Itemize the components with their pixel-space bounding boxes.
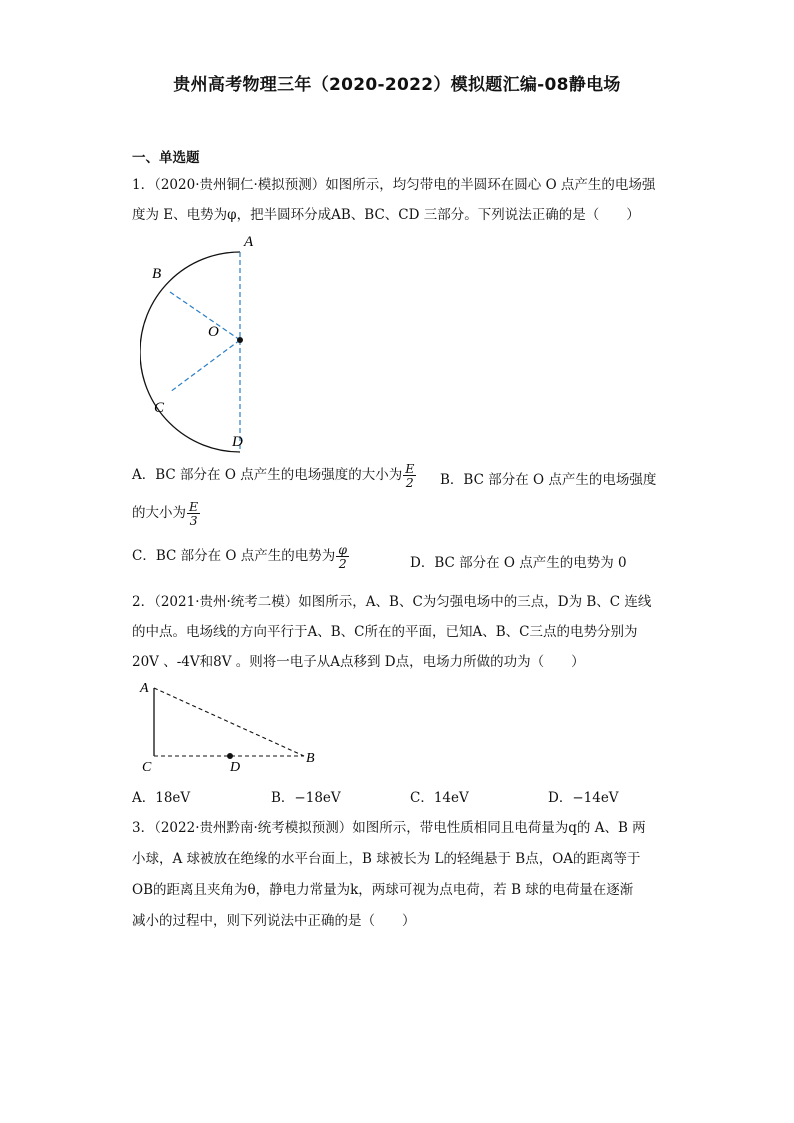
label-a: A [140,681,149,696]
fraction-phi-over-2: $\frac{\varphi}{2}$ [338,542,348,571]
radius-ob [170,292,240,340]
q1-semicircle-figure [140,228,270,454]
q2-option-c[interactable]: C．14eV [410,790,469,806]
q1-option-a-text: A．BC 部分在 O 点产生的电场强度的大小为 [132,467,403,483]
midpoint-d [227,753,233,759]
q2-stem-line1: 2．（2021·贵州·统考二模）如图所示，A、B、C为匀强电场中的三点，D为 B、C 连线 [132,594,652,610]
q2-option-d[interactable]: D．−14eV [548,790,619,806]
q2-stem-line2: 的中点。电场线的方向平行于A、B、C所在的平面，已知A、B、C三点的电势分别为 [132,624,638,640]
q1-option-b[interactable] [440,468,656,488]
q2-option-a[interactable]: A．18eV [132,790,191,806]
q2-triangle-figure [134,676,324,776]
side-ab [154,688,304,756]
q1-option-c-text: C．BC 部分在 O 点产生的电势为 [132,548,336,564]
label-d: D [230,760,241,775]
semicircle-arc [140,252,240,452]
label-a: A [244,234,254,250]
q2-option-b[interactable]: B．−18eV [271,790,341,806]
q1-stem-line2: 度为 E、电势为φ，把半圆环分成AB、BC、CD 三部分。下列说法正确的是（ ） [132,207,640,223]
q3-stem-line4: 减小的过程中，则下列说法中正确的是（ ） [132,913,416,929]
q1-option-a[interactable] [132,462,417,489]
q2-stem-line3: 20V 、-4V和8V 。则将一电子从A点移到 D点，电场力所做的功为（ ） [132,654,585,670]
page-title: 贵州高考物理三年（2020-2022）模拟题汇编-08静电场 [173,75,621,95]
q1-option-b-text: B．BC 部分在 O 点产生的电场强度 [440,472,657,488]
label-c: C [154,400,165,416]
q1-option-b-cont: 的大小为 [132,505,186,521]
label-o: O [208,324,219,340]
center-point-o [237,337,243,343]
section-heading: 一、单选题 [132,150,200,166]
q1-option-d[interactable]: D．BC 部分在 O 点产生的电势为 0 [410,555,627,571]
q1-option-b-continued[interactable] [132,500,201,527]
q3-stem-line1: 3．（2022·贵州黔南·统考模拟预测）如图所示，带电性质相同且电荷量为q的 A、B 两 [132,820,646,836]
fraction-e-over-3: $\frac{E}{3}$ [189,499,199,528]
q1-option-c[interactable] [132,543,350,570]
label-b: B [152,266,162,282]
radius-oc [170,340,240,392]
q3-stem-line3: OB的距离且夹角为θ，静电力常量为k，两球可视为点电荷，若 B 球的电荷量在逐渐 [132,882,634,898]
label-c: C [142,760,152,775]
label-b: B [306,751,315,766]
fraction-e-over-2: $\frac{E}{2}$ [405,461,415,490]
label-d: D [232,434,243,450]
q1-stem-line1: 1．（2020·贵州铜仁·模拟预测）如图所示，均匀带电的半圆环在圆心 O 点产生的电场强 [132,177,656,193]
q3-stem-line2: 小球，A 球被放在绝缘的水平台面上，B 球被长为 L的轻绳悬于 B点，OA的距离等于 [132,851,641,867]
